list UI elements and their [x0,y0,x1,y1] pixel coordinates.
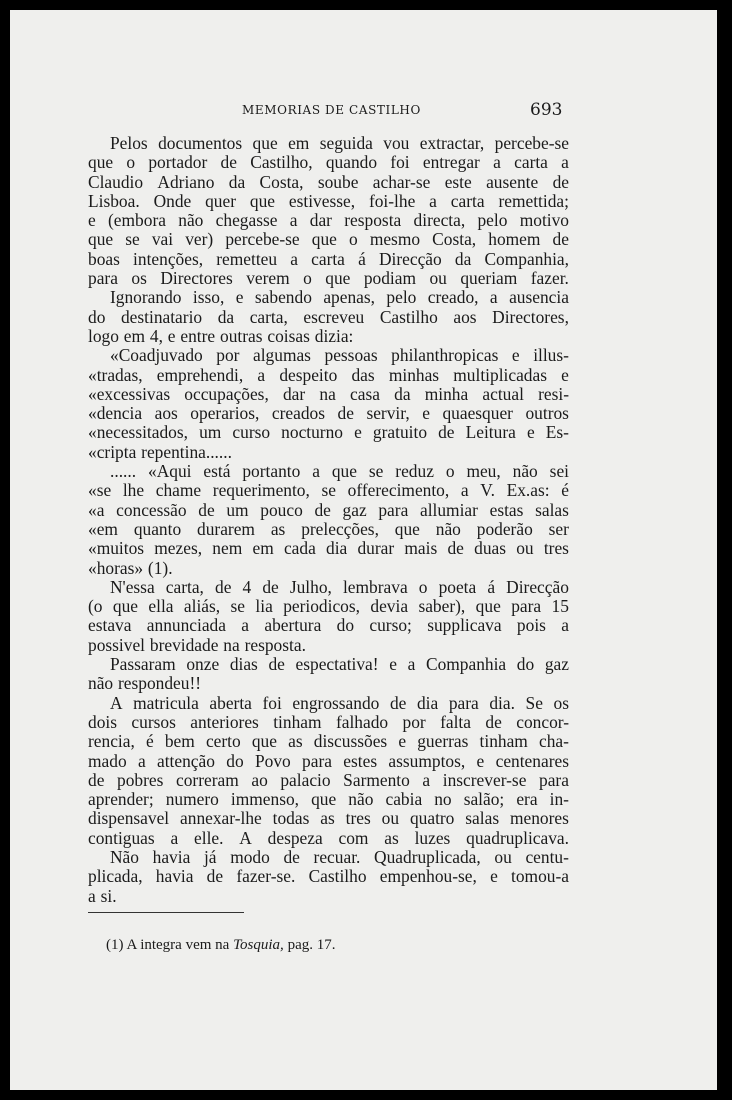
running-head [10,100,717,122]
body-line: dispensavel annexar-lhe todas as tres ou quatro salas menores [88,808,569,829]
running-head-title: MEMORIAS DE CASTILHO [242,103,421,117]
body-line: «excessivas occupações, dar na casa da minha actual resi- [88,383,569,404]
body-line: rencia, é bem certo que as discussões e guerras tinham cha- [88,731,569,752]
body-line: A matricula aberta foi engrossando de dia para dia. Se os [110,692,569,713]
body-line: e (embora não chegasse a dar resposta directa, pelo motivo [88,210,569,231]
body-line: dois cursos anteriores tinham falhado por falta de concor- [88,711,569,732]
body-line: Lisboa. Onde quer que estivesse, foi-lhe a carta remettida; [88,190,569,211]
page-number: 693 [530,100,563,120]
body-line: «tradas, emprehendi, a despeito das minhas multiplicadas e [88,364,569,385]
body-line: aprender; numero immenso, que não cabia no salão; era in- [88,789,569,810]
footnote [106,937,335,954]
footnote-marker: (1) [106,937,124,953]
body-line: «em quanto durarem as prelecções, que não poderão ser [88,518,569,539]
body-line: mado a attenção do Povo para estes assumptos, e centenares [88,750,569,771]
body-line: boas intenções, remetteu a carta á Direcção da Companhia, [88,248,569,269]
footnote-text-before: A integra vem na [126,937,230,953]
body-line: estava annunciada a abertura do curso; supplicava pois a [88,615,569,636]
body-line: Claudio Adriano da Costa, soube achar-se este ausente de [88,171,569,192]
body-line: «necessitados, um curso nocturno e gratuito de Leitura e Es- [88,422,569,443]
body-line: Passaram onze dias de espectativa! e a Companhia do gaz [110,654,569,675]
footnote-title: Tosquia, [233,937,284,953]
body-line: ...... «Aqui está portanto a que se reduz o meu, não sei [110,461,569,482]
body-line: possivel brevidade na resposta. [88,634,306,655]
body-line: Pelos documentos que em seguida vou extractar, percebe-se [110,133,569,153]
body-line: Ignorando isso, e sabendo apenas, pelo creado, a ausencia [110,287,569,308]
body-line: «a concessão de um pouco de gaz para allumiar estas salas [88,499,569,520]
body-line: plicada, havia de fazer-se. Castilho empenhou-se, e tomou-a [88,866,569,887]
body-line: «horas» (1). [88,557,173,578]
footnote-text-after: pag. 17. [287,937,336,953]
body-line: do destinatario da carta, escreveu Castilho aos Directores, [88,306,569,327]
body-line: «Coadjuvado por algumas pessoas philanthropicas e illus- [110,345,569,366]
body-line: (o que ella aliás, se lia periodicos, devia saber), que para 15 [88,596,569,617]
body-line: de pobres correram ao palacio Sarmento a inscrever-se para [88,769,569,790]
body-line: que se vai ver) percebe-se que o mesmo Costa, homem de [88,229,569,250]
body-line: a si. [88,885,117,906]
body-line: N'essa carta, de 4 de Julho, lembrava o poeta á Direcção [110,576,569,597]
body-line: «se lhe chame requerimento, se offerecimento, a V. Ex.as: é [88,480,569,501]
body-line: logo em 4, e entre outras coisas dizia: [88,325,354,346]
body-line: para os Directores verem o que podiam ou queriam fazer. [88,268,569,289]
footnote-rule [88,912,244,913]
body-line: Não havia já modo de recuar. Quadruplicada, ou centu- [110,846,569,867]
book-page [10,10,717,1090]
body-line: não respondeu!! [88,673,202,694]
body-line: «cripta repentina...... [88,441,232,462]
body-line: «dencia aos operarios, creados de servir, e quaesquer outros [88,403,569,424]
body-line: «muitos mezes, nem em cada dia durar mais de duas ou tres [88,538,569,559]
body-text [88,134,569,906]
body-line: que o portador de Castilho, quando foi entregar a carta a [88,152,569,173]
body-line: contiguas a elle. A despeza com as luzes quadruplicava. [88,827,569,848]
